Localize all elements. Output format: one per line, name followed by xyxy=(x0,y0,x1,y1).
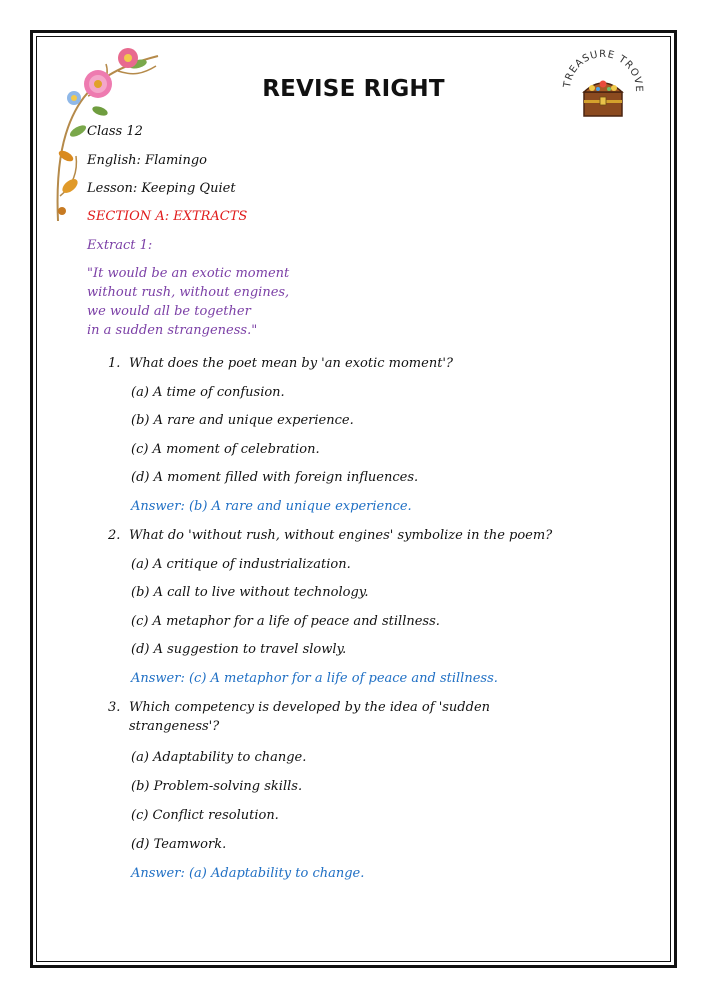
question-text: Which competency is developed by the idea of 'sudden xyxy=(129,700,491,715)
answer-text: Answer: (c) A metaphor for a life of peace and stillness. xyxy=(131,671,498,686)
question-number: 3. xyxy=(108,700,121,715)
answer-text: Answer: (b) A rare and unique experience. xyxy=(131,499,412,514)
option-b: (b) A rare and unique experience. xyxy=(131,413,354,428)
section-heading: SECTION A: EXTRACTS xyxy=(87,209,248,224)
extract-line: we would all be together xyxy=(87,304,251,319)
option-d: (d) Teamwork. xyxy=(131,837,227,852)
option-c: (c) Conflict resolution. xyxy=(131,808,279,823)
option-a: (a) A time of confusion. xyxy=(131,385,285,400)
extract-line: "It would be an exotic moment xyxy=(87,266,290,281)
question-text: What do 'without rush, without engines' symbolize in the poem? xyxy=(129,528,553,543)
question-number: 1. xyxy=(108,356,121,371)
answer-text: Answer: (a) Adaptability to change. xyxy=(131,866,365,881)
question-number: 2. xyxy=(108,528,121,543)
option-d: (d) A suggestion to travel slowly. xyxy=(131,642,347,657)
logo-text: TREASURE TROVE xyxy=(561,48,645,93)
lesson-label: Lesson: Keeping Quiet xyxy=(87,181,236,196)
page-title: REVISE RIGHT xyxy=(262,76,445,102)
option-b: (b) Problem-solving skills. xyxy=(131,779,303,794)
option-c: (c) A metaphor for a life of peace and stillness. xyxy=(131,614,440,629)
question-text-continued: strangeness'? xyxy=(129,719,220,734)
option-d: (d) A moment filled with foreign influences. xyxy=(131,470,419,485)
option-a: (a) A critique of industrialization. xyxy=(131,557,351,572)
extract-line: in a sudden strangeness." xyxy=(87,323,258,338)
class-label: Class 12 xyxy=(87,124,143,139)
option-a: (a) Adaptability to change. xyxy=(131,750,307,765)
option-b: (b) A call to live without technology. xyxy=(131,585,369,600)
extract-label: Extract 1: xyxy=(87,238,153,253)
subject-label: English: Flamingo xyxy=(87,153,207,168)
option-c: (c) A moment of celebration. xyxy=(131,442,320,457)
question-text: What does the poet mean by 'an exotic moment'? xyxy=(129,356,453,371)
extract-line: without rush, without engines, xyxy=(87,285,290,300)
